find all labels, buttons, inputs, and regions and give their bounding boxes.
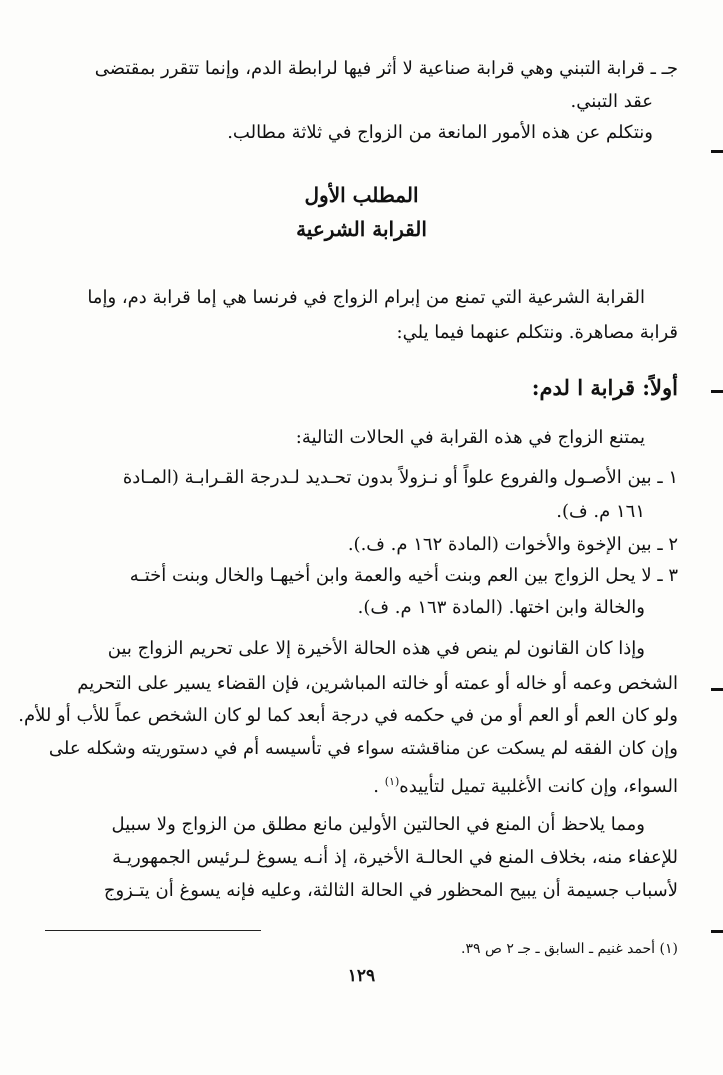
para2-line-5 (45, 767, 678, 802)
para2-line-2: الشخص وعمه أو خاله أو عمته أو خالته المباشرين، فإن القضاء يسير على التحريم (77, 673, 678, 694)
section-title: المطلب الأول (304, 183, 419, 207)
item-3-line-1: ٣ ـ لا يحل الزواج بين العم وبنت أخيه والعمة وابن أخيهـا والخال وبنت أختـه (129, 565, 678, 586)
para2-line-4: وإن كان الفقه لم يسكت عن مناقشته سواء في تأسيسه أم في دستوريته وشكله على (48, 738, 678, 759)
para2-line-3: ولو كان العم أو العم أو من في حكمه في درجة أبعد كما لو كان الشخص عماً للأب أو للأم. (18, 705, 678, 726)
intro-line-3: ونتكلم عن هذه الأمور المانعة من الزواج في ثلاثة مطالب. (227, 122, 653, 143)
margin-mark (711, 390, 723, 393)
footnote-text: أحمد غنيم ـ السابق ـ جـ ٢ ص ٣٩. (461, 941, 656, 957)
para1-line-2: قرابة مصاهرة. ونتكلم عنهما فيما يلي: (396, 322, 678, 343)
page-number: ١٢٩ (347, 966, 376, 986)
section-subtitle: القرابة الشرعية (296, 217, 427, 241)
footnote (45, 937, 678, 961)
first-lead: يمتنع الزواج في هذه القرابة في الحالات التالية: (295, 427, 645, 448)
para2-line-5-end: . (373, 776, 380, 797)
margin-mark (711, 150, 723, 153)
para2-line-1: وإذا كان القانون لم ينص في هذه الحالة الأخيرة إلا على تحريم الزواج بين (107, 638, 645, 659)
footnote-reference: (١) (384, 775, 400, 788)
para3-line-3: لأسباب جسيمة أن يبيح المحظور في الحالة الثالثة، وعليه فإنه يسوغ أن يتـزوج (103, 880, 678, 901)
item-2: ٢ ـ بين الإخوة والأخوات (المادة ١٦٢ م. ف.). (347, 534, 678, 555)
first-heading: أولاً: قرابة ا لدم: (531, 375, 678, 400)
intro-line-1: جـ ـ قرابة التبني وهي قرابة صناعية لا أثر فيها لرابطة الدم، وإنما تتقرر بمقتضى (94, 58, 678, 79)
footnote-number: (١) (659, 941, 678, 957)
para1-line-1: القرابة الشرعية التي تمنع من إبرام الزواج في فرنسا هي إما قرابة دم، وإما (87, 287, 645, 308)
intro-line-2: عقد التبني. (570, 91, 653, 112)
para3-line-1: ومما يلاحظ أن المنع في الحالتين الأولين مانع مطلق من الزواج ولا سبيل (111, 814, 645, 835)
item-3-line-2: والخالة وابن اختها. (المادة ١٦٣ م. ف). (357, 597, 645, 618)
para2-line-5-text: السواء، وإن كانت الأغلبية تميل لتأييده (399, 776, 678, 797)
margin-mark (711, 688, 723, 691)
footnote-divider (45, 930, 261, 931)
para3-line-2: للإعفاء منه، بخلاف المنع في الحالـة الأخيرة، إذ أنـه يسوغ لـرئيس الجمهوريـة (112, 847, 678, 868)
item-1-line-2: ١٦١ م. ف). (556, 501, 645, 522)
item-1-line-1: ١ ـ بين الأصـول والفروع علواً أو نـزولاً بدون تحـديد لـدرجة القـرابـة (المـادة (122, 467, 678, 488)
margin-mark (711, 930, 723, 933)
